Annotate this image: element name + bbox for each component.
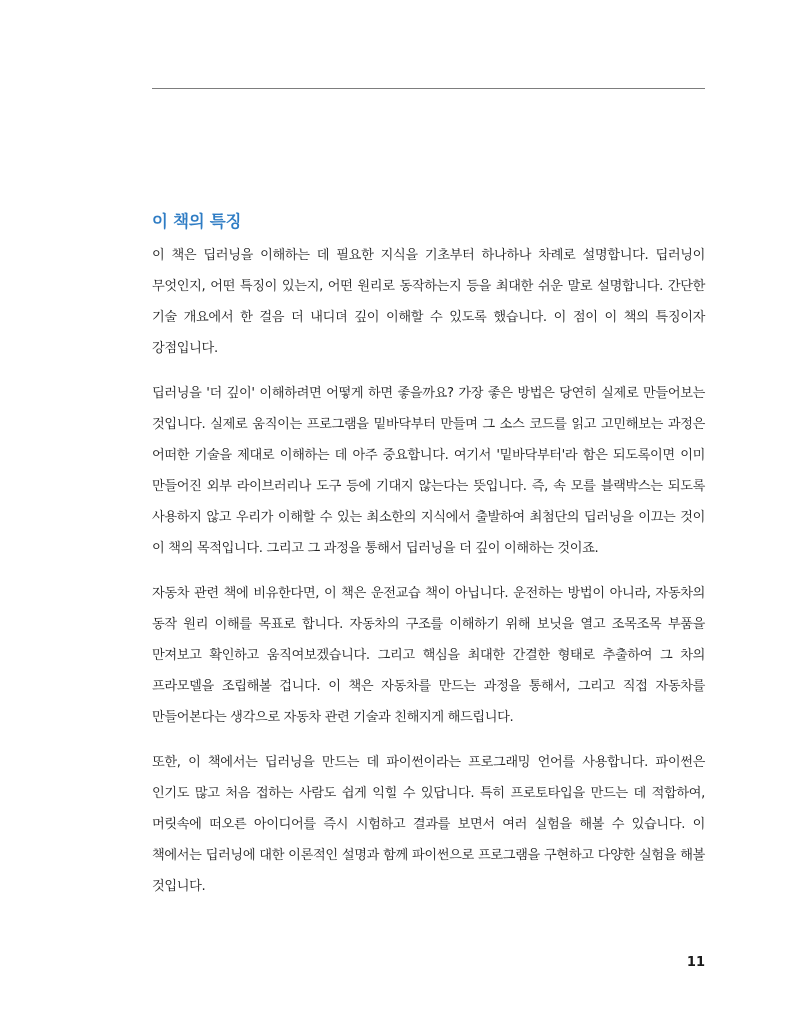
header-rule [152, 88, 705, 89]
page-number: 11 [686, 955, 705, 970]
page-content [152, 210, 705, 916]
body-paragraph-1: 이 책은 딥러닝을 이해하는 데 필요한 지식을 기초부터 하나하나 차례로 설명합니다. 딥러닝이 무엇인지, 어떤 특징이 있는지, 어떤 원리로 동작하는지 등을 최대한 쉬운 말로 설명합니다. 간단한 기술 개요에서 한 걸음 더 내디뎌 깊이 이해할 수 있도록 했습니다. 이 점이 이 책의 특징이자 강점입니다. [152, 248, 705, 356]
body-paragraph-2: 딥러닝을 '더 깊이' 이해하려면 어떻게 하면 좋을까요? 가장 좋은 방법은 당연히 실제로 만들어보는 것입니다. 실제로 움직이는 프로그램을 밑바닥부터 만들며 그 소스 코드를 읽고 고민해보는 과정은 어떠한 기술을 제대로 이해하는 데 아주 중요합니다. 여기서 '밑바닥부터'라 함은 되도록이면 이미 만들어진 외부 라이브러리나 도구 등에 기대지 않는다는 뜻입니다. 즉, 속 모를 블랙박스는 되도록 사용하지 않고 우리가 이해할 수 있는 최소한의 지식에서 출발하여 최첨단의 딥러닝을 이끄는 것이 이 책의 목적입니다. 그리고 그 과정을 통해서 딥러닝을 더 깊이 이해하는 것이죠. [152, 386, 705, 556]
body-paragraph-4: 또한, 이 책에서는 딥러닝을 만드는 데 파이썬이라는 프로그래밍 언어를 사용합니다. 파이썬은 인기도 많고 처음 접하는 사람도 쉽게 익힐 수 있답니다. 특히 프로토타입을 만드는 데 적합하여, 머릿속에 떠오른 아이디어를 즉시 시험하고 결과를 보면서 여러 실험을 해볼 수 있습니다. 이 책에서는 딥러닝에 대한 이론적인 설명과 함께 파이썬으로 프로그램을 구현하고 다양한 실험을 해볼 것입니다. [152, 755, 705, 894]
section-heading: 이 책의 특징 [152, 212, 242, 231]
body-paragraph-3: 자동차 관련 책에 비유한다면, 이 책은 운전교습 책이 아닙니다. 운전하는 방법이 아니라, 자동차의 동작 원리 이해를 목표로 합니다. 자동차의 구조를 이해하기 위해 보닛을 열고 조목조목 부품을 만져보고 확인하고 움직여보겠습니다. 그리고 핵심을 최대한 간결한 형태로 추출하여 그 차의 프라모델을 조립해볼 겁니다. 이 책은 자동차를 만드는 과정을 통해서, 그리고 직접 자동차를 만들어본다는 생각으로 자동차 관련 기술과 친해지게 해드립니다. [152, 586, 705, 725]
